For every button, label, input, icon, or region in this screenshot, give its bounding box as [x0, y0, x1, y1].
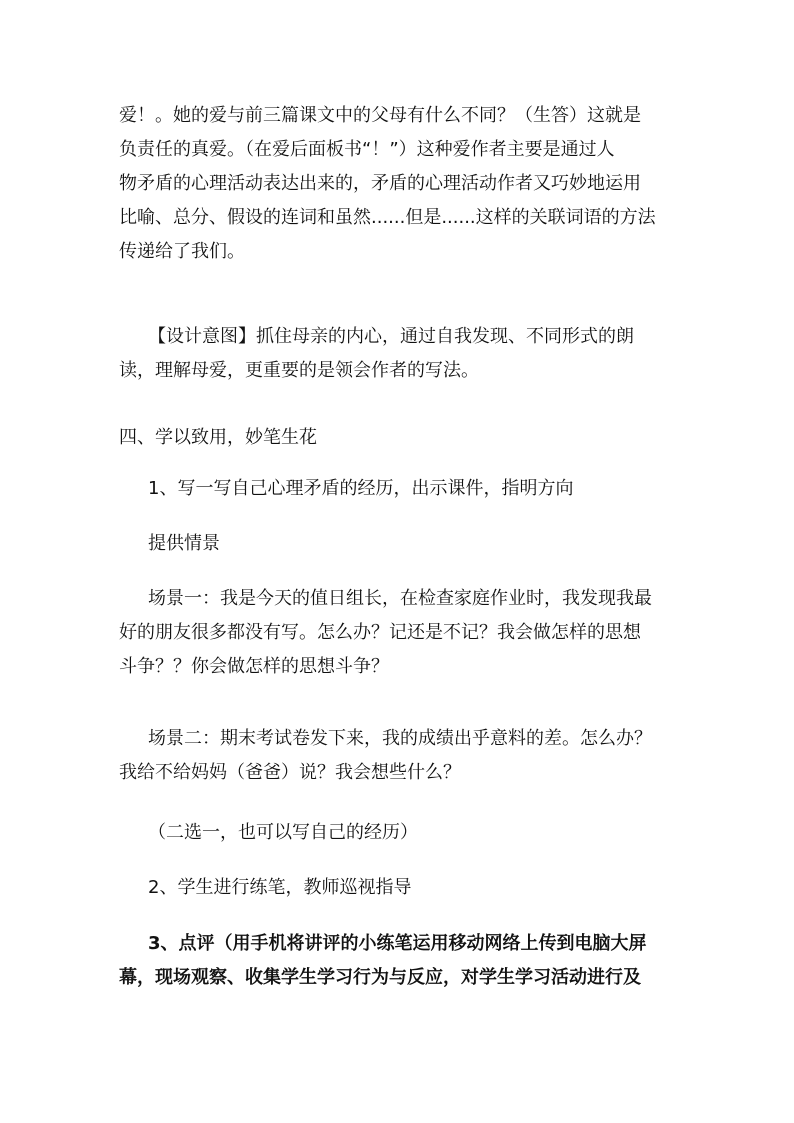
paragraph-step-1 — [148, 472, 708, 506]
text-line: 3、点评（用手机将讲评的小练笔运用移动网络上传到电脑大屏 — [148, 933, 647, 954]
text-line: 物矛盾的心理活动表达出来的，矛盾的心理活动作者又巧妙地运用 — [119, 173, 641, 194]
paragraph-design-intent — [119, 320, 679, 388]
paragraph-choose-one — [148, 816, 708, 850]
text-line: 幕，现场观察、收集学生学习行为与反应，对学生学习活动进行及 — [119, 967, 641, 988]
paragraph-provide-scenarios — [148, 527, 708, 561]
section-heading — [119, 421, 679, 455]
text-line: 好的朋友很多都没有写。怎么办？记还是不记？我会做怎样的思想 — [119, 622, 641, 643]
text-line: 场景二：期末考试卷发下来，我的成绩出乎意料的差。怎么办？ — [148, 728, 652, 749]
text-line: 【设计意图】抓住母亲的内心，通过自我发现、不同形式的朗 — [148, 326, 634, 347]
text-line: （二选一，也可以写自己的经历） — [148, 822, 418, 843]
text-line: 我给不给妈妈（爸爸）说？我会想些什么？ — [119, 762, 461, 783]
text-line: 负责任的真爱。（在爱后面板书“！”）这种爱作者主要是通过人 — [119, 139, 615, 160]
text-line: 提供情景 — [148, 533, 220, 554]
paragraph-scenario-1 — [119, 582, 679, 684]
text-line: 传递给了我们。 — [119, 241, 245, 262]
paragraph-intro — [119, 99, 679, 269]
paragraph-scenario-2 — [119, 722, 679, 790]
text-line: 读，理解母爱，更重要的是领会作者的写法。 — [119, 360, 479, 381]
paragraph-step-2 — [148, 871, 708, 905]
paragraph-step-3 — [119, 927, 679, 995]
text-line: 比喻、总分、假设的连词和虽然......但是......这样的关联词语的方法 — [119, 207, 656, 228]
text-line: 斗争？？你会做怎样的思想斗争？ — [119, 656, 389, 677]
text-line: 场景一：我是今天的值日组长，在检查家庭作业时，我发现我最 — [148, 588, 652, 609]
text-line: 四、学以致用，妙笔生花 — [119, 427, 317, 448]
text-line: 1、写一写自己心理矛盾的经历，出示课件，指明方向 — [148, 478, 574, 499]
text-line: 2、学生进行练笔，教师巡视指导 — [148, 877, 412, 898]
text-line: 爱！。她的爱与前三篇课文中的父母有什么不同？（生答）这就是 — [119, 105, 641, 126]
